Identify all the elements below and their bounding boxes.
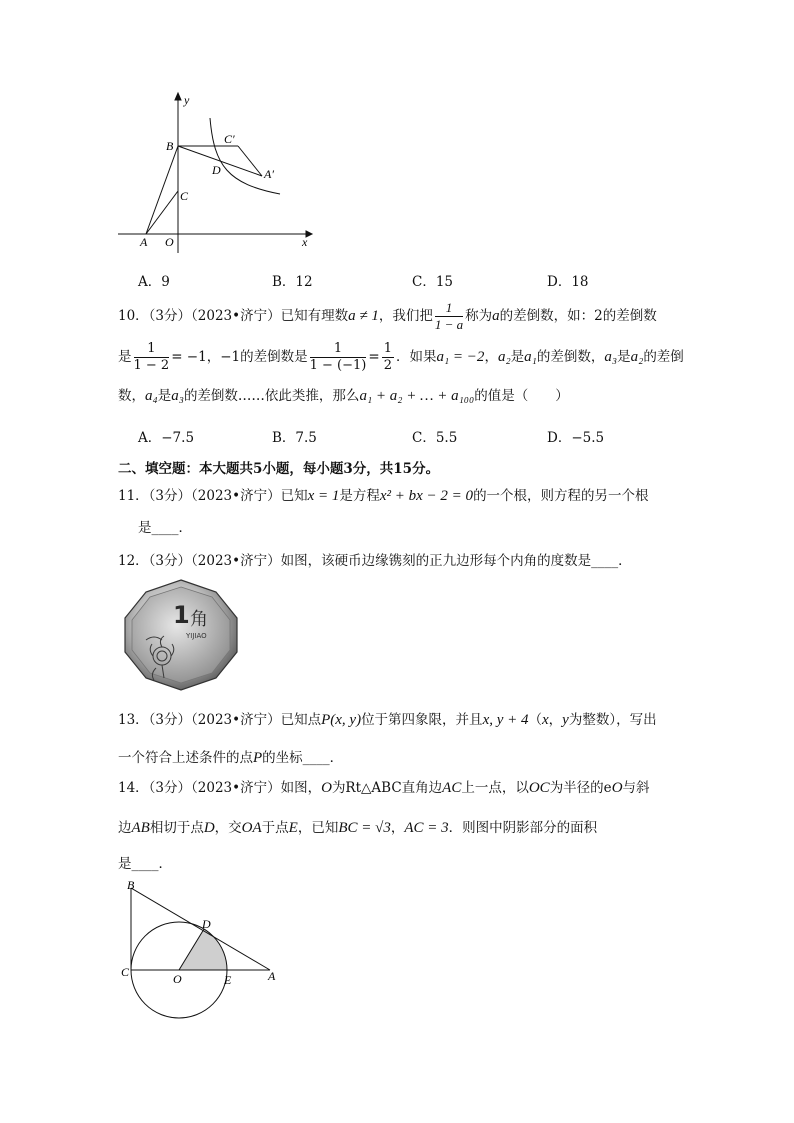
section-2-heading: 二、填空题：本大题共5小题，每小题3分，共15分。 (118, 461, 440, 477)
label-O: O (173, 972, 182, 986)
q10-line-2: 是 $\frac{1}{1 - 2}$ = −1，−1的差倒数是 $\frac{1}{1 - (-1)}$ = $\frac{1}{2}$ ．如果a₁ = −2，a₂是a₁的差倒数，a₃是a₂的差倒 (118, 341, 684, 373)
label-C-prime: C′ (224, 132, 235, 146)
label-D: D (202, 917, 211, 931)
label-O: O (165, 235, 174, 249)
label-A: A (268, 969, 276, 983)
shaded-sector (179, 929, 227, 970)
frac-1-over-1-minus-a: $\frac{1}{1 - a}$ (434, 300, 464, 332)
segment-AB (146, 146, 178, 234)
q10-option-c[interactable]: C．5.5 (412, 430, 458, 446)
label-E: E (224, 973, 232, 987)
q9-option-c[interactable]: C．15 (412, 274, 454, 290)
label-x: x (302, 235, 308, 249)
label-A-prime: A′ (264, 167, 274, 181)
frac-one-half: $\frac{1}{2}$ (383, 341, 392, 373)
figure-coordinate-diagram (110, 88, 320, 253)
q13-line-1: 13．（3分）（2023•济宁）已知点P(x, y)位于第四象限，并且x, y + 4（x，y为整数），写出 (118, 712, 657, 728)
q11-line-2: 是____． (138, 520, 192, 536)
coin-pinyin: YIJIAO (186, 632, 207, 640)
q10-option-d[interactable]: D．−5.5 (547, 430, 605, 446)
coin-denomination-char: 角 (190, 609, 208, 630)
coin-image (118, 578, 244, 692)
label-B: B (127, 878, 135, 892)
frac-example-1: $\frac{1}{1 - 2}$ (133, 341, 170, 373)
label-D: D (212, 163, 221, 177)
q14-line-2: 边AB相切于点D，交OA于点E，已知BC = √3，AC = 3．则图中阴影部分的面积 (118, 820, 598, 836)
coin-denomination-digit: 1 (173, 601, 190, 629)
q10-option-a[interactable]: A．−7.5 (138, 430, 195, 446)
q14-line-3: 是____． (118, 856, 172, 872)
q11-line-1: 11．（3分）（2023•济宁）已知x = 1是方程x² + bx − 2 = 0的一个根，则方程的另一个根 (118, 488, 649, 504)
label-C: C (121, 965, 130, 979)
q9-option-b[interactable]: B．12 (272, 274, 313, 290)
q9-option-a[interactable]: A．9 (138, 274, 170, 290)
label-A: A (140, 235, 148, 249)
q9-option-d[interactable]: D．18 (547, 274, 589, 290)
q10-line-1: 10．（3分）（2023•济宁）已知有理数a ≠ 1，我们把 $\frac{1}{1 - a}$ 称为a的差倒数，如：2的差倒数 (118, 300, 657, 332)
frac-example-2: $\frac{1}{1 - (-1)}$ (309, 341, 367, 373)
q10-line-3: 数，a₄是a₃的差倒数……依此类推，那么a₁ + a₂ + … + a₁₀₀的值是（ ） (118, 388, 569, 404)
label-C: C (180, 189, 189, 203)
segment-AC (146, 191, 178, 234)
y-axis-arrow (175, 93, 181, 100)
q10-option-b[interactable]: B．7.5 (272, 430, 317, 446)
q13-line-2: 一个符合上述条件的点P的坐标____． (118, 750, 344, 766)
q12-text: 12．（3分）（2023•济宁）如图，该硬币边缘镌刻的正九边形每个内角的度数是____． (118, 553, 632, 569)
q14-line-1: 14．（3分）（2023•济宁）如图，O为Rt△ABC直角边AC上一点，以OC为半径的eO与斜 (118, 780, 650, 796)
label-y: y (184, 93, 190, 107)
label-B: B (166, 139, 174, 153)
figure-triangle-circle (118, 878, 288, 1030)
hyperbola-curve (210, 118, 280, 194)
